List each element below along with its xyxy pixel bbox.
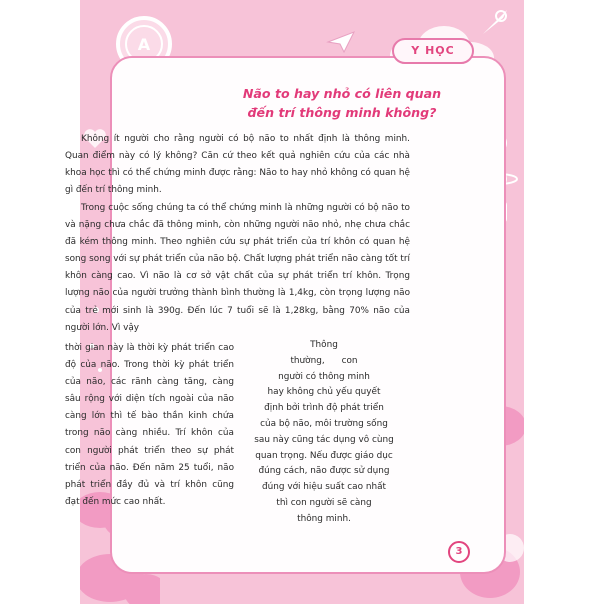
svg-text:A: A bbox=[137, 35, 151, 54]
title-line-1: Não to hay nhỏ có liên quan bbox=[242, 86, 442, 101]
paper-plane-icon bbox=[326, 30, 356, 54]
column-right-line: người có thông minh bbox=[278, 371, 370, 382]
column-right-line: của bộ não, môi trường sống bbox=[260, 418, 388, 429]
column-right-line: thì con người sẽ càng bbox=[276, 497, 372, 508]
paragraph-1 bbox=[65, 131, 410, 199]
column-left-text: thời gian này là thời kỳ phát triển cao độ của não. Trong thời kỳ phát triển của não, các rãnh càng tăng, càng sâu rộng với diện tích ngoài của não càng lớn thì tế bào thần kinh chứa trong não càng nhiều. Trí khôn của con người phát triển theo sự phát triển của não. Đến năm 25 tuổi, não phát triển đầy đủ và trí khôn cũng đạt đến mức cao nhất. bbox=[65, 343, 234, 507]
column-right-line: thường, con bbox=[290, 355, 358, 366]
column-right-line: Thông bbox=[310, 340, 338, 350]
column-right-line: đúng với hiệu suất cao nhất bbox=[261, 482, 387, 493]
column-right-line: hay không chủ yếu quyết bbox=[267, 387, 381, 398]
section-tag: Y HỌC bbox=[392, 38, 474, 64]
column-right-line: quan trọng. Nếu được giáo dục bbox=[255, 450, 393, 461]
column-right-line: đúng cách, não được sử dụng bbox=[258, 466, 390, 477]
paragraph-2-text: Trong cuộc sống chúng ta có thể chứng minh là những người có bộ não to và nặng chưa chắc đã thông minh, còn những người não nhỏ, nhẹ chưa chắc đã kém thông minh. Theo nghiên cứu sự phát triển của trí khôn có quan hệ song song với sự phát triển của não bộ. Chất lượng phát triển não càng tốt trí khôn càng cao. Vì não là cơ sở vật chất của sự phát triển trí khôn. Trọng lượng não của người trưởng thành bình thường là 1,4kg, còn trọng lượng não của trẻ mới sinh là 390g. Đến lúc 7 tuổi sẽ là 1,28kg, bằng 70% não của người lớn. Vì vậy bbox=[65, 203, 410, 333]
title-line-2: đến trí thông minh không? bbox=[247, 105, 437, 120]
article-title bbox=[214, 84, 470, 122]
column-right-text bbox=[240, 338, 408, 528]
column-right-line: thông minh. bbox=[297, 513, 351, 524]
paragraph-2 bbox=[65, 200, 410, 337]
page-number: 3 bbox=[448, 541, 470, 563]
column-right-line: sau này cũng tác dụng vô cùng bbox=[254, 434, 394, 445]
column-right-line: định bởi trình độ phát triển bbox=[264, 403, 384, 414]
paragraph-1-text: Không ít người cho rằng người có bộ não to nhất định là thông minh. Quan điểm này có lý không? Căn cứ theo kết quả nghiên cứu của các nhà khoa học thì có thể chứng minh được rằng: Não to hay nhỏ không có quan hệ gì đến trí thông minh. bbox=[65, 134, 410, 196]
